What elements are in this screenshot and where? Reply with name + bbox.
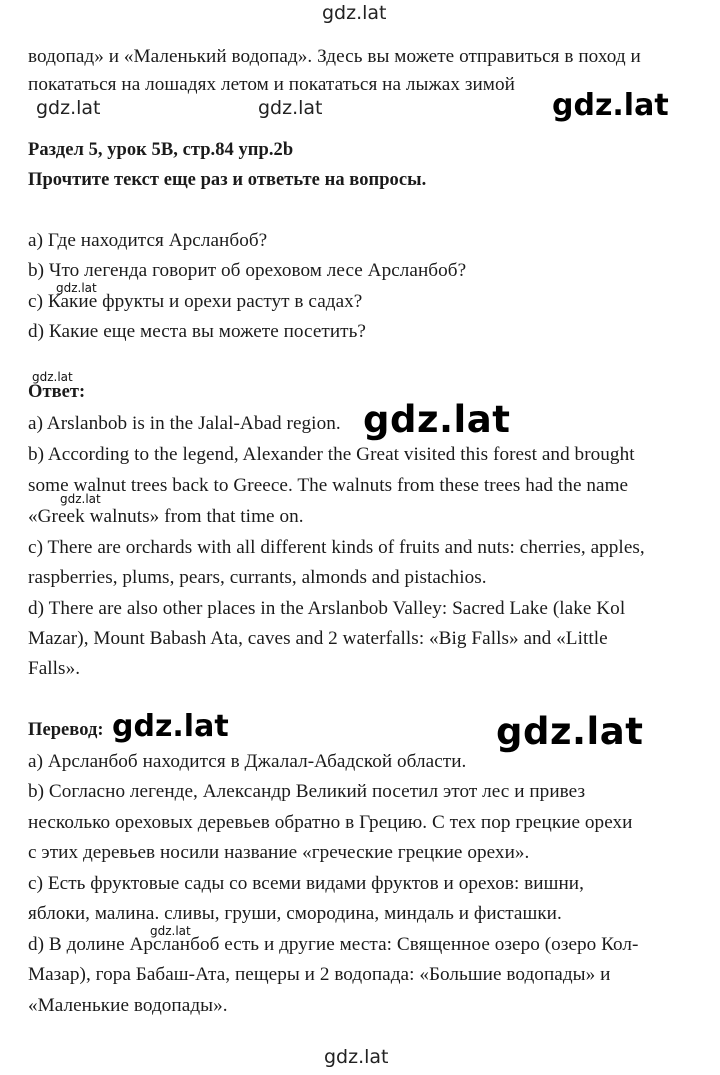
section-instruction: Прочтите текст еще раз и ответьте на вопросы. — [28, 170, 427, 190]
answer-line: «Greek walnuts» from that time on. — [28, 506, 304, 527]
translation-line: a) Арсланбоб находится в Джалал-Абадской области. — [28, 751, 467, 772]
question-c: c) Какие фрукты и орехи растут в садах? — [28, 291, 363, 312]
question-d: d) Какие еще места вы можете посетить? — [28, 321, 366, 342]
watermark-translation-big: gdz.lat — [496, 710, 644, 753]
question-b: b) Что легенда говорит об ореховом лесе Арсланбоб? — [28, 260, 467, 281]
translation-line: яблоки, малина. сливы, груши, смородина, миндаль и фисташки. — [28, 903, 562, 924]
watermark-bottom: gdz.lat — [324, 1046, 389, 1068]
answer-heading: Ответ: — [28, 382, 86, 402]
answer-line: c) There are orchards with all different kinds of fruits and nuts: cherries, apples, — [28, 537, 645, 558]
watermark-row1-right: gdz.lat — [552, 88, 669, 123]
watermark-answer-big: gdz.lat — [363, 398, 511, 441]
intro-line-1: водопад» и «Маленький водопад». Здесь вы можете отправиться в поход и — [28, 46, 641, 67]
intro-line-2: покататься на лошадях летом и покататься на лыжах зимой — [28, 74, 515, 95]
answer-line: a) Arslanbob is in the Jalal-Abad region. — [28, 413, 341, 434]
translation-line: несколько ореховых деревьев обратно в Грецию. С тех пор грецкие орехи — [28, 812, 633, 833]
watermark-row1-mid: gdz.lat — [258, 97, 323, 119]
watermark-row1-left: gdz.lat — [36, 97, 101, 119]
watermark-top: gdz.lat — [322, 2, 387, 24]
answer-line: b) According to the legend, Alexander the Great visited this forest and brought — [28, 444, 635, 465]
translation-heading: Перевод: — [28, 720, 104, 740]
question-a: a) Где находится Арсланбоб? — [28, 230, 268, 251]
watermark-small-answer: gdz.lat — [32, 370, 73, 384]
watermark-small-walnuts: gdz.lat — [60, 492, 101, 506]
watermark-small-transl-d: gdz.lat — [150, 924, 191, 938]
section-title: Раздел 5, урок 5В, стр.84 упр.2b — [28, 140, 294, 160]
translation-line: d) В долине Арсланбоб есть и другие места: Священное озеро (озеро Кол- — [28, 934, 639, 955]
translation-line: c) Есть фруктовые сады со всеми видами фруктов и орехов: вишни, — [28, 873, 584, 894]
translation-line: b) Согласно легенде, Александр Великий посетил этот лес и привез — [28, 781, 586, 802]
translation-line: «Маленькие водопады». — [28, 995, 228, 1016]
answer-line: Mazar), Mount Babash Ata, caves and 2 waterfalls: «Big Falls» and «Little — [28, 628, 608, 649]
answer-line: some walnut trees back to Greece. The walnuts from these trees had the name — [28, 475, 629, 496]
watermark-small-q-c: gdz.lat — [56, 281, 97, 295]
answer-line: d) There are also other places in the Arslanbob Valley: Sacred Lake (lake Kol — [28, 598, 626, 619]
translation-line: Мазар), гора Бабаш-Ата, пещеры и 2 водопада: «Большие водопады» и — [28, 964, 611, 985]
answer-line: raspberries, plums, pears, currants, almonds and pistachios. — [28, 567, 487, 588]
translation-line: с этих деревьев носили название «греческие грецкие орехи». — [28, 842, 530, 863]
watermark-translation-inline: gdz.lat — [112, 709, 229, 744]
answer-line: Falls». — [28, 658, 81, 679]
